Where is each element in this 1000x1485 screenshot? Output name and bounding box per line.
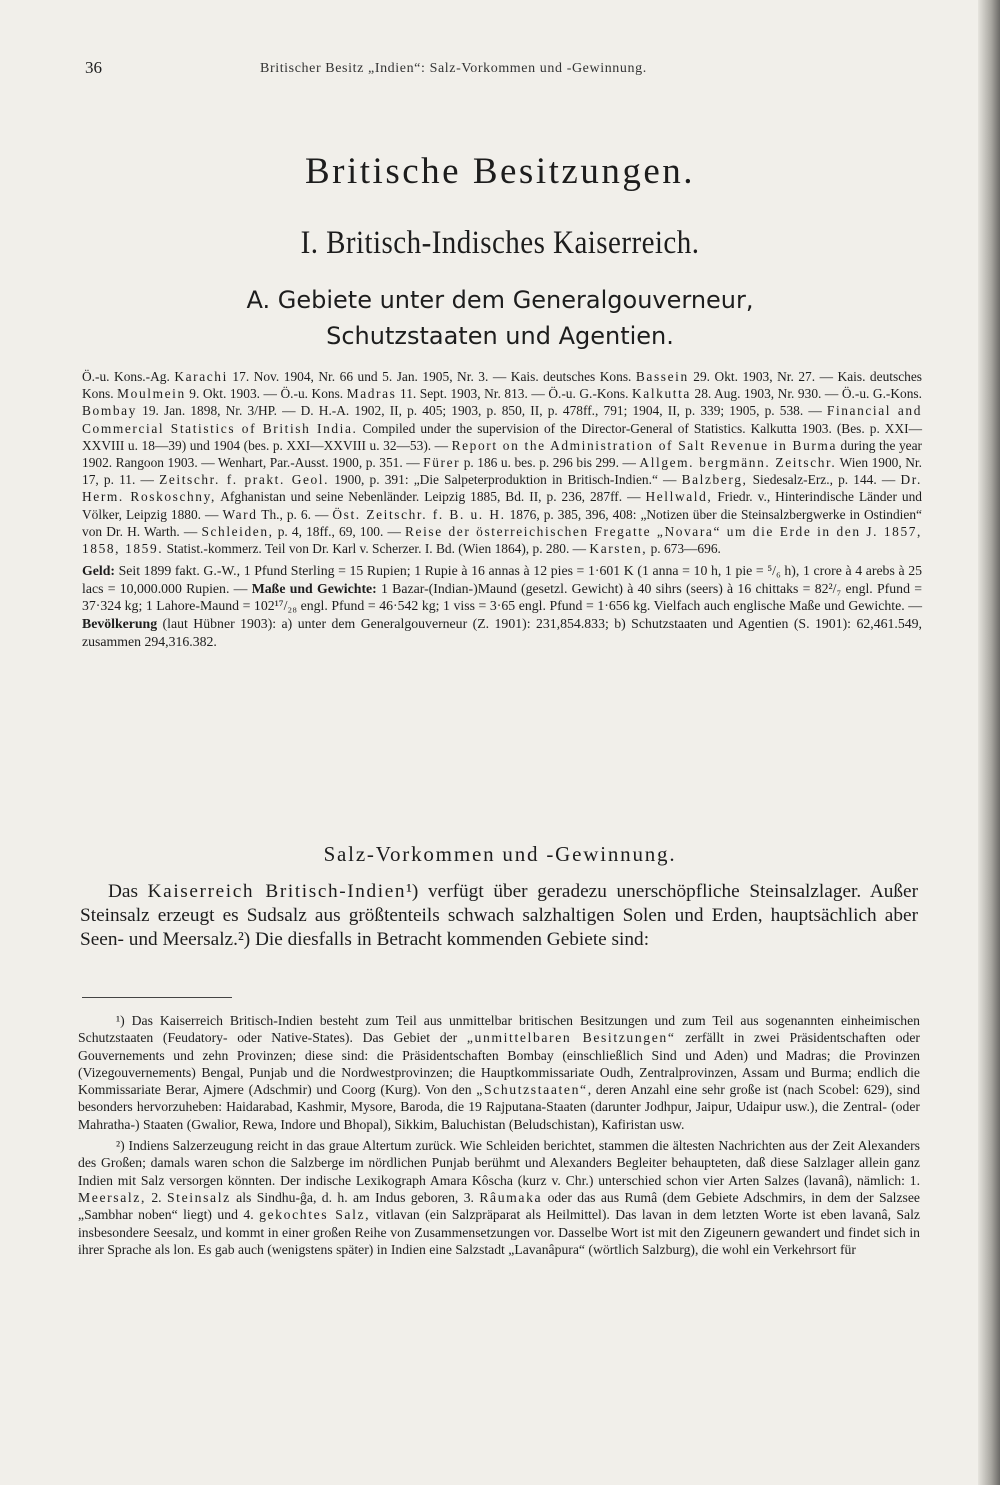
section-title: Salz-Vorkommen und -Gewinnung. <box>323 842 677 866</box>
running-header <box>85 58 925 82</box>
section-heading-line1: A. Gebiete unter dem Generalgouverneur, <box>246 286 754 314</box>
footnote-divider <box>82 997 232 998</box>
section-heading-line2: Schutzstaaten und Agentien. <box>326 322 674 350</box>
chapter-subtitle: I. Britisch-Indisches Kaiserreich. <box>300 225 700 261</box>
masse-label: Maße und Gewichte: <box>251 580 377 596</box>
footnotes <box>78 1012 920 1262</box>
section-heading <box>0 282 1000 354</box>
chapter-title: Britische Besitzungen. <box>305 151 695 192</box>
page-number: 36 <box>85 58 102 77</box>
references-paragraph: Ö.-u. Kons.-Ag. Karachi 17. Nov. 1904, Nr. 66 und 5. Jan. 1905, Nr. 3. — Kais. deutsches Kons. Bassein 29. Okt. 1903, Nr. 27. — Kais. deutsches Kons. Moulmein 9. Okt. 1903. — Ö.-u. Kons. Madras 11. Sept. 1903, Nr. 813. — Ö.-u. G.-Kons. Kalkutta 28. Aug. 1903, Nr. 930. — Ö.-u. G.-Kons. Bombay 19. Jan. 1898, Nr. 3/HP. — D. H.-A. 1902, II, p. 405; 1903, p. 850, II, p. 478ff., 791; 1904, II, p. 339; 1905, p. 538. — Financial and Commercial Statistics of British India. Compiled under the supervision of the Director-General of Statistics. Kalkutta 1903. (Bes. p. XXI—XXVIII u. 18—39) und 1904 (bes. p. XXI—XXVIII u. 32—53). — Report on the Administration of Salt Revenue in Burma during the year 1902. Rangoon 1903. — Wenhart, Par.-Ausst. 1900, p. 351. — Fürer p. 186 u. bes. p. 296 bis 299. — Allgem. bergmänn. Zeitschr. Wien 1900, Nr. 17, p. 11. — Zeitschr. f. prakt. Geol. 1900, p. 391: „Die Salpeterproduktion in Britisch-Indien.“ — Balzberg, Siedesalz-Erz., p. 144. — Dr. Herm. Roskoschny, Afghanistan und seine Nebenländer. Leipzig 1885, Bd. II, p. 236, 287ff. — Hellwald, Friedr. v., Hinterindische Länder und Völker, Leipzig 1880. — Ward Th., p. 6. — Öst. Zeitschr. f. B. u. H. 1876, p. 385, 396, 408: „Notizen über die Steinsalzbergwerke in Ostindien“ von Dr. H. Warth. — Schleiden, p. 4, 18ff., 69, 100. — Reise der österreichischen Fregatte „Novara“ um die Erde in den J. 1857, 1858, 1859. Statist.-kommerz. Teil von Dr. Karl v. Scherzer. I. Bd. (Wien 1864), p. 280. — Karsten, p. 673—696. <box>82 369 923 557</box>
currency-weights-paragraph: Geld: Seit 1899 fakt. G.-W., 1 Pfund Sterling = 15 Rupien; 1 Rupie à 16 annas à 12 pies = 1·601 K (1 anna = 10 h, 1 pie = ⁵/₆ h), 1 crore à 4 arebs à 25 lacs = 10,000.000 Rupien. — Maße und Gewichte: 1 Bazar-(Indian-)Maund (gesetzl. Gewicht) à 40 sihrs (seers) à 16 chittaks = 82²/₇ engl. Pfund = 37·324 kg; 1 Lahore-Maund = 102¹⁷/₂₈ engl. Pfund = 46·542 kg; 1 viss = 3·65 engl. Pfund = 1·656 kg. Vielfach auch englische Maße und Gewichte. — Bevölkerung (laut Hübner 1903): a) unter dem Generalgouverneur (Z. 1901): 231,854.833; b) Schutzstaaten und Agentien (S. 1901): 62,461.549, zusammen 294,316.382. <box>82 563 923 649</box>
footnote-2: ²) Indiens Salzerzeugung reicht in das graue Altertum zurück. Wie Schleiden berichtet, stammen die ältesten Nachrichten aus der Zeit Alexanders des Großen; damals waren schon die Salzberge im nördlichen Punjab berühmt und Alexanders Begleiter behaupteten, daß diese Salzlager allein ganz Indien mit Salz versorgen könnten. Der indische Lexikograph Amara Kôscha (kurz v. Chr.) unterschied schon vier Arten Salzes (lavanâ), nämlich: 1. Meersalz, 2. Steinsalz als Sindhu-ĝa, d. h. am Indus geboren, 3. Râumaka oder das aus Rumâ (dem Gebiete Adschmirs, in dem der Salzsee „Sambhar noben“ liegt) und 4. gekochtes Salz, vitlavan (ein Salzpräparat als Heilmittel). Das lavan in dem letzten Worte ist eben lavanâ, Salz insbesondere Seesalz, und kommt in einer großen Reihe von Zusammensetzungen vor. Dasselbe Wort ist mit den Zigeunern gewandert und findet sich in ihrer Sprache als lon. Es gab auch (wenigstens später) in Indien eine Salzstadt „Lavanâpura“ (wörtlich Salzburg), die wohl ein Verkehrsort für <box>78 1138 921 1257</box>
running-title: Britischer Besitz „Indien“: Salz-Vorkommen und -Gewinnung. <box>260 61 647 76</box>
body-paragraph: Das Kaiserreich Britisch-Indien¹) verfügt über geradezu unerschöpfliche Steinsalzlager. Außer Steinsalz erzeugt es Sudsalz aus größtenteils schwach salzhaltigen Solen und Erden, hauptsächlich aber Seen- und Meersalz.²) Die diesfalls in Betracht kommenden Gebiete sind: <box>80 881 919 950</box>
references-block <box>82 368 922 650</box>
geld-label: Geld: <box>82 563 115 579</box>
footnote-1: ¹) Das Kaiserreich Britisch-Indien besteht zum Teil aus unmittelbar britischen Besitzungen und zum Teil aus sogenannten einheimischen Schutzstaaten (Feudatory- oder Native-States). Das Gebiet der „unmittelbaren Besitzungen“ zerfällt in zwei Präsidentschaften oder Gouvernements und zehn Provinzen; diese sind: die Präsidentschaften Bombay (einschließlich Sind und Aden) und Madras; die Provinzen (Vizegouvernements) Bengal, Punjab und die Nordwestprovinzen; die Hauptkommissariate Oudh, Zentralprovinzen, Assam und Burma; endlich die Kommissariate Berar, Ajmere (Adschmir) und Coorg (Kurg). Von den „Schutzstaaten“, deren Anzahl eine sehr große ist (nach Scobel: 629), sind besonders hervorzuheben: Haidarabad, Kashmir, Mysore, Baroda, die 19 Rajputana-Staaten (darunter Jodhpur, Jaipur, Udaipur usw.), die Zentral- (oder Mahratha-) Staaten (Gwalior, Rewa, Indore und Bhopal), Sikkim, Baluchistan (Beludschistan), Kafiristan usw. <box>78 1013 920 1132</box>
bevoelkerung-label: Bevölkerung <box>82 616 158 632</box>
page-edge-shadow <box>978 0 1000 1485</box>
